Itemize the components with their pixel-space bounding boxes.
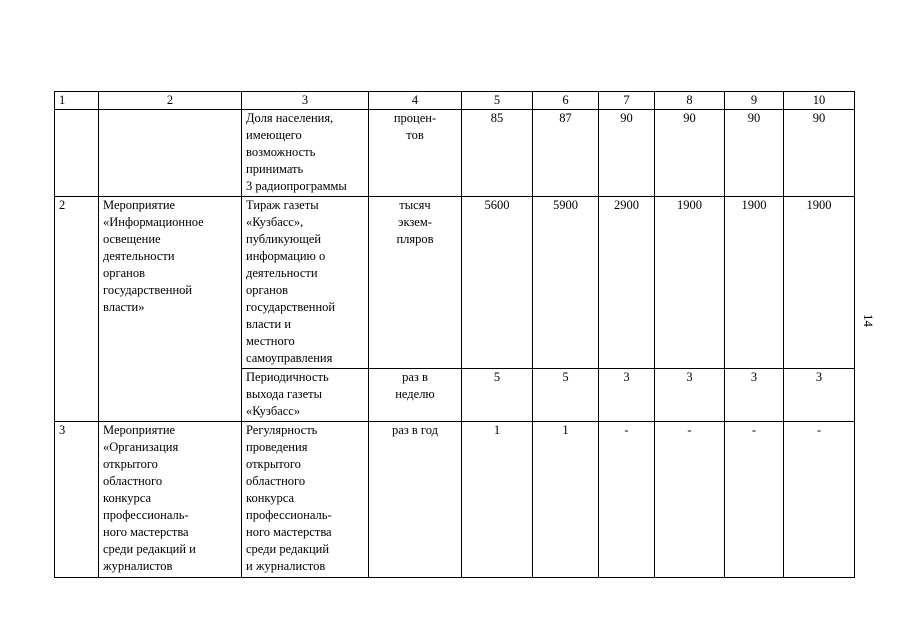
value-cell: 85 [462, 110, 533, 197]
event-line: органов [103, 266, 146, 280]
indicator-cell [242, 110, 369, 197]
indicator-line: принимать [246, 162, 304, 176]
header-cell: 1 [55, 92, 99, 110]
row-number-cell: 2 [55, 197, 99, 422]
event-line: деятельности [103, 249, 175, 263]
event-line: власти» [103, 300, 145, 314]
indicator-line: и журналистов [246, 559, 326, 573]
unit-cell [369, 110, 462, 197]
unit-line: раз в год [392, 423, 438, 437]
value-cell: 1 [533, 422, 599, 578]
unit-line: тов [406, 128, 424, 142]
indicator-cell [242, 369, 369, 422]
value-cell: 87 [533, 110, 599, 197]
row-number-cell: 3 [55, 422, 99, 578]
header-cell: 7 [599, 92, 655, 110]
value-cell: - [655, 422, 725, 578]
value-cell: 3 [725, 369, 784, 422]
event-line: Мероприятие [103, 423, 176, 437]
value-cell: 90 [784, 110, 855, 197]
unit-line: неделю [395, 387, 435, 401]
header-cell: 5 [462, 92, 533, 110]
indicator-line: местного [246, 334, 295, 348]
indicator-line: возможность [246, 145, 316, 159]
value-cell: 90 [599, 110, 655, 197]
indicator-line: «Кузбасс», [246, 215, 304, 229]
header-cell: 3 [242, 92, 369, 110]
value-cell: 3 [655, 369, 725, 422]
header-cell: 9 [725, 92, 784, 110]
unit-line: тысяч [399, 198, 431, 212]
event-line: областного [103, 474, 163, 488]
indicator-line: Регулярность [246, 423, 318, 437]
indicator-line: деятельности [246, 266, 318, 280]
event-line: профессиональ- [103, 508, 189, 522]
indicator-line: среди редакций [246, 542, 330, 556]
indicator-line: проведения [246, 440, 308, 454]
unit-line: процен- [393, 111, 437, 125]
page-number: 14 [861, 314, 876, 327]
value-cell: 5 [533, 369, 599, 422]
value-cell: 5600 [462, 197, 533, 369]
event-line: «Организация [103, 440, 179, 454]
indicator-line: «Кузбасс» [246, 404, 301, 418]
table-row [55, 422, 855, 578]
event-cell [99, 197, 242, 422]
value-cell: 1900 [655, 197, 725, 369]
indicator-cell [242, 197, 369, 369]
value-cell: 3 [784, 369, 855, 422]
value-cell: - [725, 422, 784, 578]
header-cell: 2 [99, 92, 242, 110]
indicator-line: власти и [246, 317, 292, 331]
indicator-line: 3 радиопрограммы [246, 179, 347, 193]
header-cell: 4 [369, 92, 462, 110]
value-cell: 3 [599, 369, 655, 422]
value-cell: 2900 [599, 197, 655, 369]
header-cell: 8 [655, 92, 725, 110]
indicator-line: информацию о [246, 249, 326, 263]
unit-line: раз в [402, 370, 428, 384]
indicator-line: органов [246, 283, 289, 297]
value-cell: - [784, 422, 855, 578]
table-row [55, 110, 855, 197]
indicators-table [54, 91, 855, 578]
value-cell: 5 [462, 369, 533, 422]
indicator-line: конкурса [246, 491, 295, 505]
indicator-line: государственной [246, 300, 336, 314]
value-cell: 1 [462, 422, 533, 578]
indicator-line: ного мастерства [246, 525, 332, 539]
value-cell: 90 [725, 110, 784, 197]
event-line: журналистов [103, 559, 173, 573]
header-cell: 6 [533, 92, 599, 110]
indicator-line: Периодичность [246, 370, 329, 384]
unit-cell [369, 369, 462, 422]
table-row [55, 197, 855, 369]
event-cell [99, 422, 242, 578]
indicator-line: открытого [246, 457, 301, 471]
event-line: конкурса [103, 491, 152, 505]
event-line: государственной [103, 283, 193, 297]
indicator-line: публикующей [246, 232, 322, 246]
value-cell: - [599, 422, 655, 578]
value-cell: 90 [655, 110, 725, 197]
unit-cell [369, 422, 462, 578]
event-line: Мероприятие [103, 198, 176, 212]
value-cell: 5900 [533, 197, 599, 369]
event-line: открытого [103, 457, 158, 471]
indicator-line: имеющего [246, 128, 302, 142]
row-number-cell [55, 110, 99, 197]
indicator-line: самоуправления [246, 351, 333, 365]
unit-cell [369, 197, 462, 369]
event-line: освещение [103, 232, 161, 246]
header-cell: 10 [784, 92, 855, 110]
event-line: «Информационное [103, 215, 204, 229]
unit-line: пляров [396, 232, 434, 246]
value-cell: 1900 [784, 197, 855, 369]
event-line: среди редакций и [103, 542, 196, 556]
unit-line: экзем- [398, 215, 432, 229]
indicator-line: областного [246, 474, 306, 488]
indicator-line: выхода газеты [246, 387, 323, 401]
header-row [55, 92, 855, 110]
indicator-line: профессиональ- [246, 508, 332, 522]
indicator-line: Доля населения, [246, 111, 334, 125]
value-cell: 1900 [725, 197, 784, 369]
event-line: ного мастерства [103, 525, 189, 539]
indicator-line: Тираж газеты [246, 198, 319, 212]
indicator-cell [242, 422, 369, 578]
event-cell [99, 110, 242, 197]
